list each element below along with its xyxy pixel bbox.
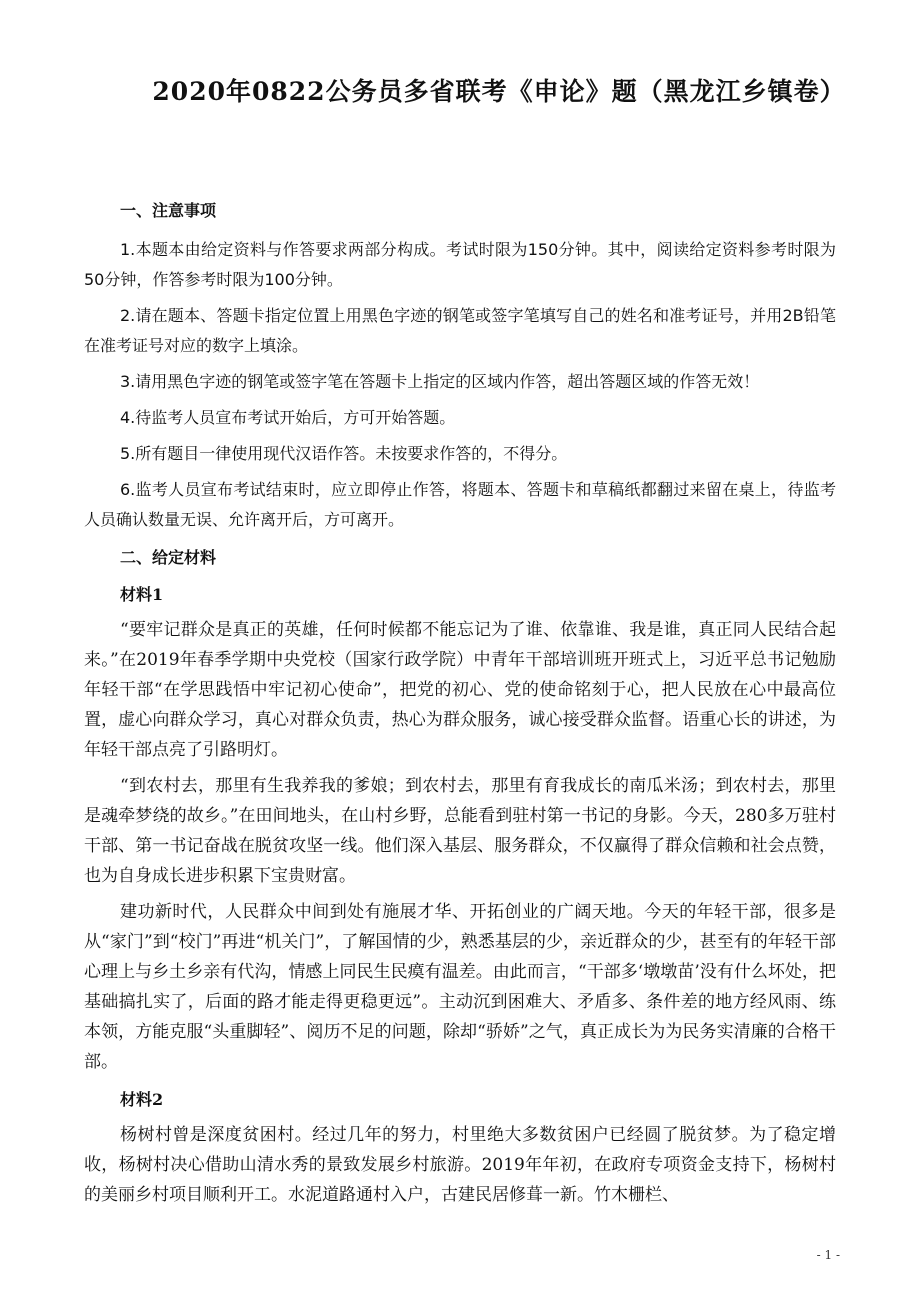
section-heading-notes: 一、注意事项 bbox=[120, 201, 217, 220]
page-title: 2020年0822公务员多省联考《申论》题（黑龙江乡镇卷） bbox=[152, 77, 846, 106]
document-body bbox=[84, 198, 836, 1216]
material-paragraph: 杨树村曾是深度贫困村。经过几年的努力，村里绝大多数贫困户已经圆了脱贫梦。为了稳定增收，杨树村决心借助山清水秀的景致发展乡村旅游。2019年年初，在政府专项资金支持下，杨树村的美丽乡村项目顺利开工。水泥道路通村入户，古建民居修葺一新。竹木栅栏、 bbox=[84, 1125, 836, 1205]
material-2-heading: 材料2 bbox=[120, 1090, 164, 1109]
note-item: 3.请用黑色字迹的钢笔或签字笔在答题卡上指定的区域内作答，超出答题区域的作答无效！ bbox=[120, 372, 760, 391]
note-item: 5.所有题目一律使用现代汉语作答。未按要求作答的，不得分。 bbox=[120, 444, 568, 463]
note-item: 2.请在题本、答题卡指定位置上用黑色字迹的钢笔或签字笔填写自己的姓名和准考证号，并用2B铅笔在准考证号对应的数字上填涂。 bbox=[84, 306, 836, 355]
material-paragraph: 建功新时代，人民群众中间到处有施展才华、开拓创业的广阔天地。今天的年轻干部，很多是从“家门”到“校门”再进“机关门”，了解国情的少，熟悉基层的少，亲近群众的少，甚至有的年轻干部心理上与乡土乡亲有代沟，情感上同民生民瘼有温差。由此而言，“干部多‘墩墩苗’没有什么坏处，把基础搞扎实了，后面的路才能走得更稳更远”。主动沉到困难大、矛盾多、条件差的地方经风雨、练本领，方能克服“头重脚轻”、阅历不足的问题，除却“骄娇”之气，真正成长为为民务实清廉的合格干部。 bbox=[84, 902, 836, 1072]
material-1-heading: 材料1 bbox=[120, 585, 164, 604]
note-item: 1.本题本由给定资料与作答要求两部分构成。考试时限为150分钟。其中，阅读给定资料参考时限为50分钟，作答参考时限为100分钟。 bbox=[84, 240, 836, 289]
material-paragraph: “要牢记群众是真正的英雄，任何时候都不能忘记为了谁、依靠谁、我是谁，真正同人民结合起来。”在2019年春季学期中央党校（国家行政学院）中青年干部培训班开班式上，习近平总书记勉励年轻干部“在学思践悟中牢记初心使命”，把党的初心、党的使命铭刻于心，把人民放在心中最高位置，虚心向群众学习，真心对群众负责，热心为群众服务，诚心接受群众监督。语重心长的讲述，为年轻干部点亮了引路明灯。 bbox=[84, 620, 836, 760]
note-item: 4.待监考人员宣布考试开始后，方可开始答题。 bbox=[120, 408, 456, 427]
note-item: 6.监考人员宣布考试结束时，应立即停止作答，将题本、答题卡和草稿纸都翻过来留在桌上，待监考人员确认数量无误、允许离开后，方可离开。 bbox=[84, 480, 836, 529]
page-number: - 1 - bbox=[816, 1248, 840, 1262]
section-heading-materials: 二、给定材料 bbox=[120, 548, 217, 567]
material-paragraph: “到农村去，那里有生我养我的爹娘；到农村去，那里有育我成长的南瓜米汤；到农村去，那里是魂牵梦绕的故乡。”在田间地头，在山村乡野，总能看到驻村第一书记的身影。今天，280多万驻村干部、第一书记奋战在脱贫攻坚一线。他们深入基层、服务群众，不仅赢得了群众信赖和社会点赞，也为自身成长进步积累下宝贵财富。 bbox=[84, 776, 836, 886]
